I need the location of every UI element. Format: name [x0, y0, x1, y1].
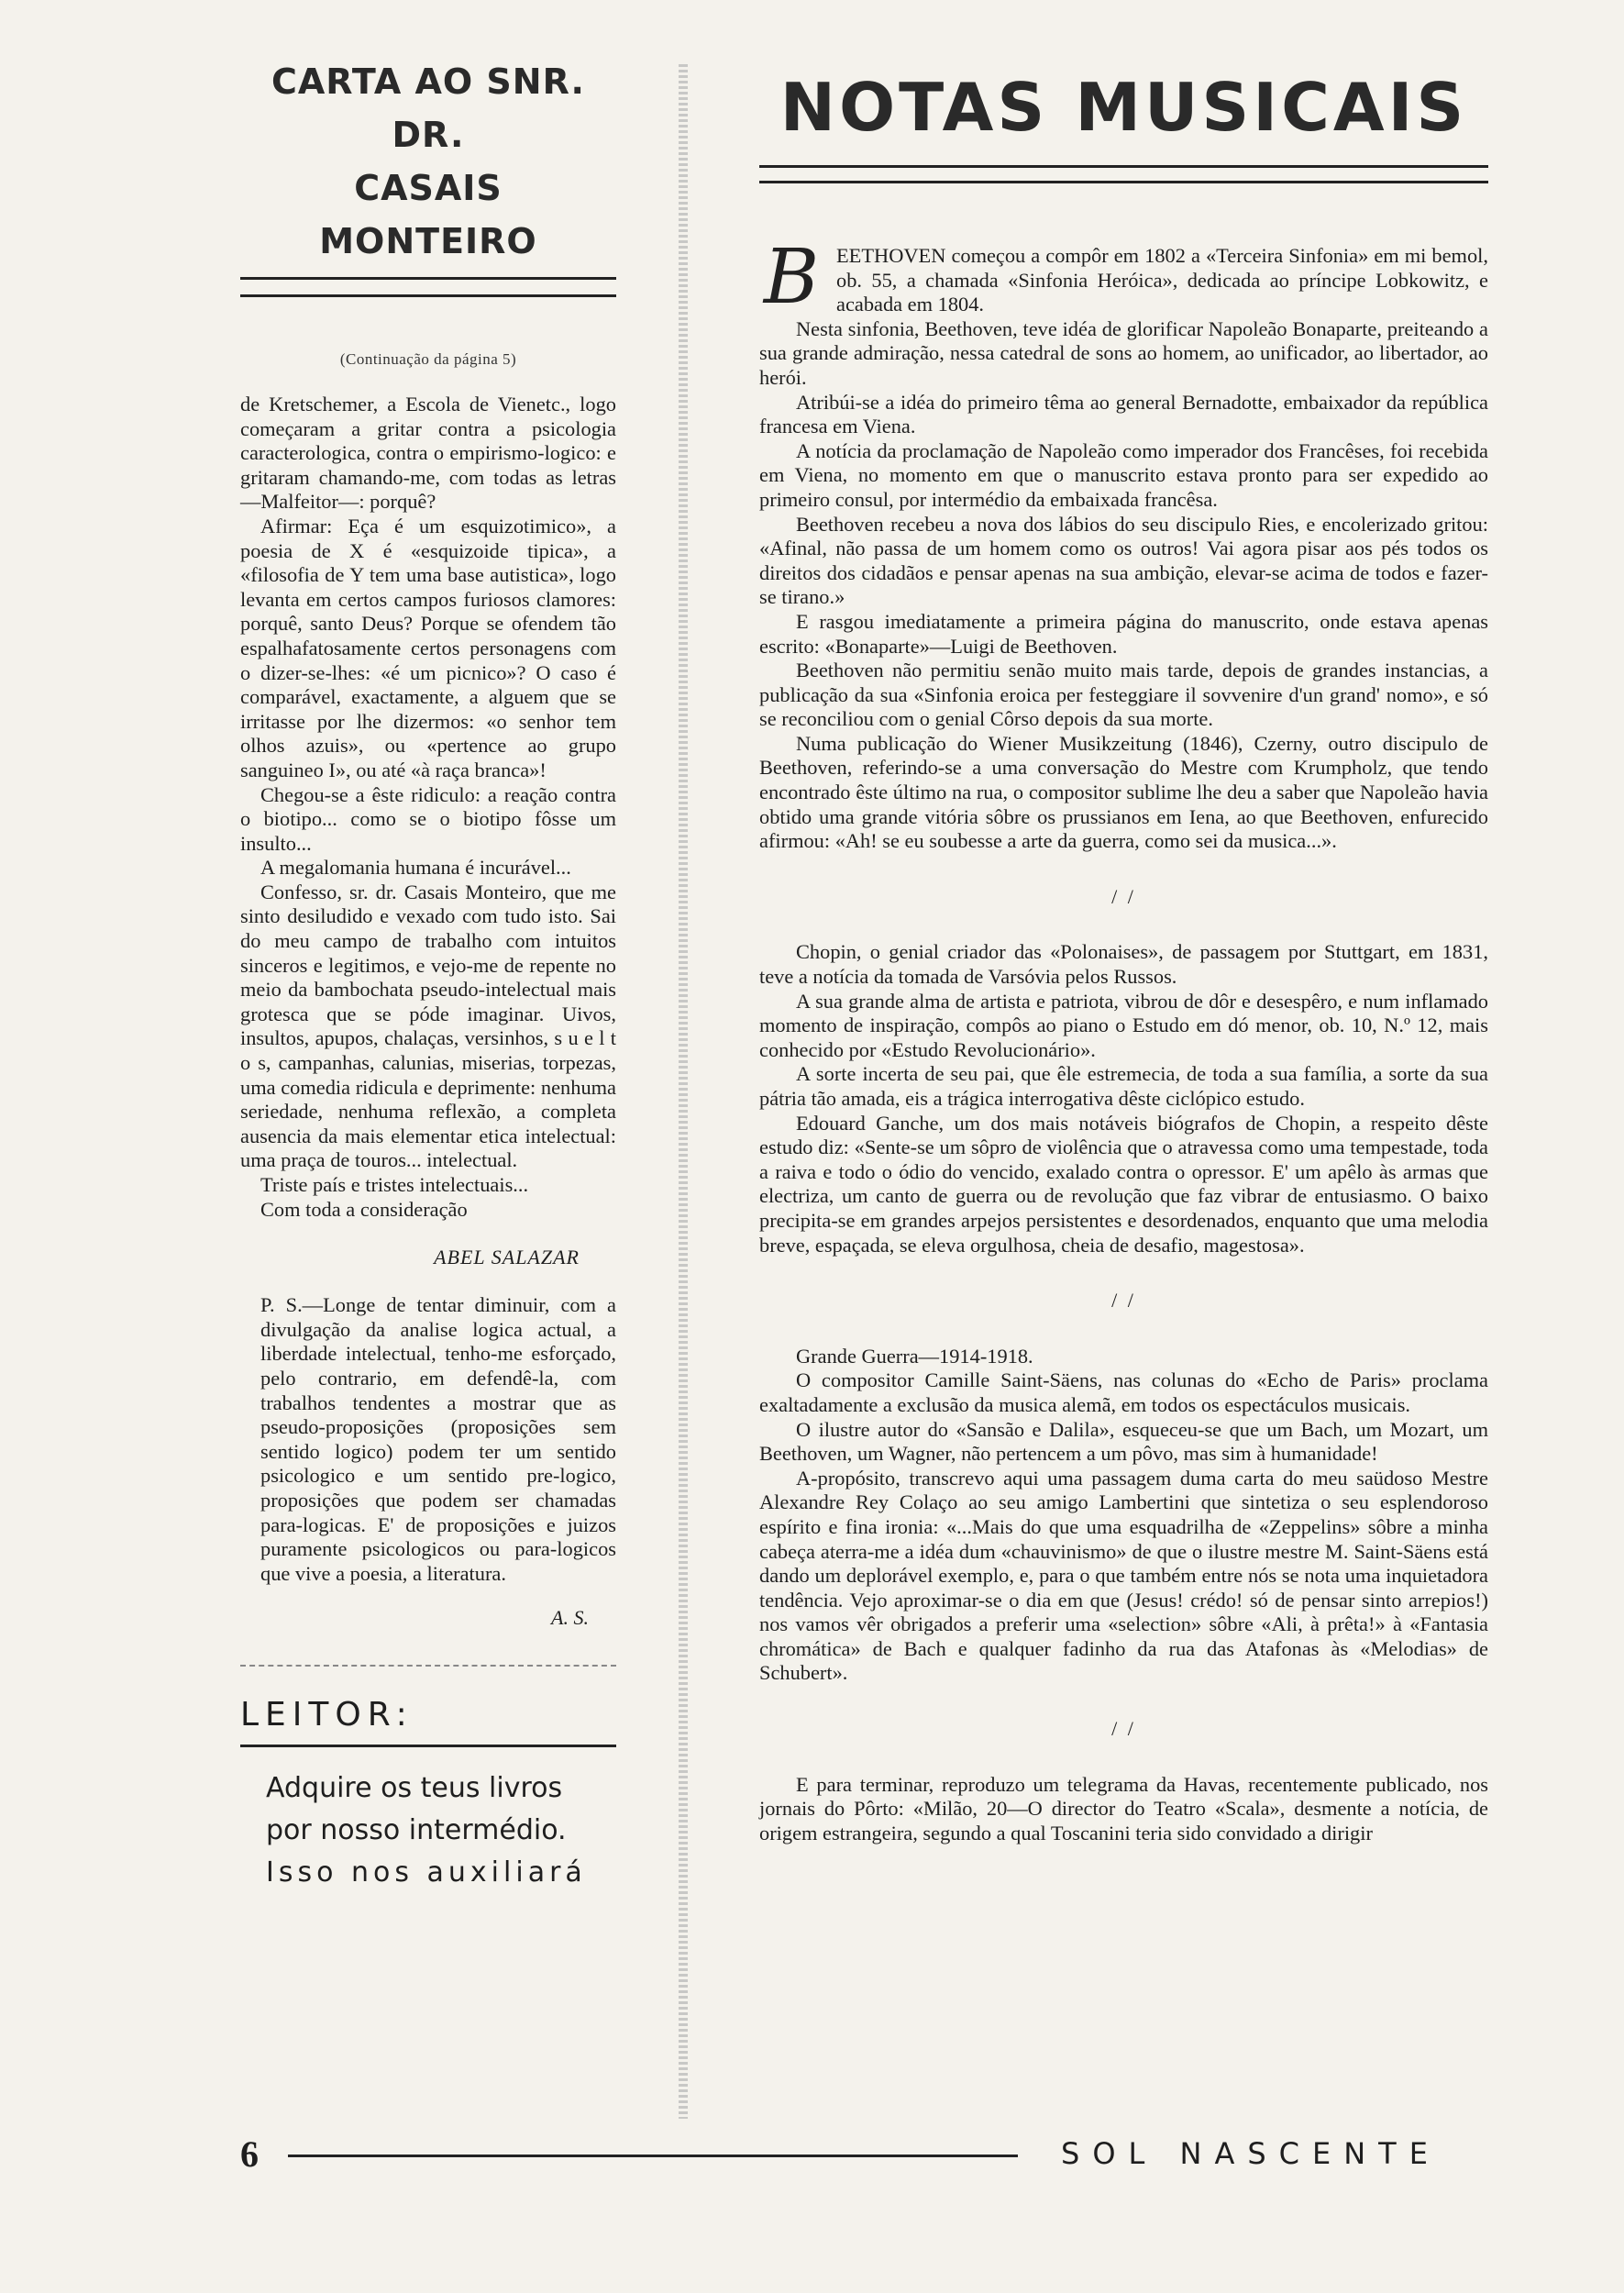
- drop-cap: B: [763, 234, 820, 321]
- reader-rule: [240, 1745, 616, 1747]
- author-signature: ABEL SALAZAR: [434, 1246, 580, 1269]
- right-column: [759, 57, 1488, 1845]
- article-paragraph: Numa publicação do Wiener Musikzeitung (1846), Czerny, outro discipulo de Beethoven, referindo-se a uma conversação do Mestre com Krumpholz, que tendo encontrado êste último na rua, o compositor sublime lhe deu a saber que Napoleão havia obtido uma grande vitória sôbre os prussianos em Iena, ao que Beethoven, enfurecido afirmou: «Ah! se eu soubesse a arte da guerra, como sei da musica...».: [759, 731, 1488, 853]
- page-number: 6: [240, 2133, 259, 2175]
- section-separator: / /: [1111, 1717, 1136, 1741]
- postscript: P. S.—Longe de tentar diminuir, com a divulgação da analise logica actual, a liberdade intelectual, tenho-me esforçado, pelo contrario, em defendê-la, com trabalhos tendentes a mostrar que as pseudo-proposições (proposições sem sentido logico) podem ter um sentido psicologico e um sentido pre-logico, proposições que podem ser chamadas para-logicas. E' de proposições e juizos puramente psicologicos ou para-logicos que vive a poesia, a literatura.: [260, 1293, 616, 1585]
- article-paragraph: E para terminar, reproduzo um telegrama da Havas, recentemente publicado, nos jornais do Pôrto: «Milão, 20—O director do Teatro «Scala», desmente a notícia, de origem estrangeira, segundo a qual Toscanini teria sido convidado a dirigir: [759, 1772, 1488, 1844]
- section-title-rule: [759, 165, 1488, 183]
- dotted-divider: [240, 1665, 616, 1667]
- article-paragraph: Chopin, o genial criador das «Polonaises», de passagem por Stuttgart, em 1831, teve a notícia da tomada de Varsóvia pelos Russos.: [759, 940, 1488, 989]
- footer-rule: [288, 2155, 1018, 2157]
- publication-name: SOL NASCENTE: [1061, 2136, 1441, 2171]
- section-separator: / /: [1111, 1289, 1136, 1313]
- ad-line: por nosso intermédio.: [266, 1814, 567, 1847]
- letter-paragraph: A megalomania humana é incurável...: [260, 856, 571, 880]
- article-paragraph-text: EETHOVEN começou a compôr em 1802 a «Terceira Sinfonia» em mi bemol, ob. 55, a chamada «Sinfonia Heróica», dedicada ao príncipe Lobkowitz, e acabada em 1804.: [836, 244, 1488, 316]
- letter-title: [240, 55, 616, 268]
- letter-paragraph: Afirmar: Eça é um esquizotimico», a poesia de X é «esquizoide tipica», a «filosofia de Y tem uma base autistica», logo levanta em certos campos furiosos clamores: porquê, santo Deus? Porque se ofendem tão espalhafatosamente certos personagens com o dizer-se-lhes: «é um picnico»? O caso é comparável, exactamente, a alguem que se irritasse por lhe dizermos: «o senhor tem olhos azuis», ou «pertence ao grupo sanguineo I», ou até «à raça branca»!: [240, 514, 616, 781]
- advertisement: [266, 1767, 616, 1894]
- article-paragraph: Atribúi-se a idéa do primeiro têma ao general Bernadotte, embaixador da república francesa em Viena.: [759, 390, 1488, 438]
- ad-line: Adquire os teus livros: [266, 1772, 563, 1805]
- letter-body: [240, 393, 616, 1222]
- article-paragraph: Edouard Ganche, um dos mais notáveis biógrafos de Chopin, a respeito dêste estudo diz: «Sente-se um sôpro de violência que o atravessa como uma tempestade, toda a raiva e todo o ódio do vencido, exalado contra o opressor. E' um apêlo às armas que electriza, um canto de guerra ou de revolução que faz vibrar de entusiasmo. O baixo precipita-se em grandes arpejos persistentes e desordenados, enquanto que uma melodia breve, espaçada, se eleva orgulhosa, cheia de desafio, magestosa».: [759, 1111, 1488, 1257]
- title-rule: [240, 277, 616, 297]
- article-paragraph: A sua grande alma de artista e patriota, vibrou de dôr e desespêro, e num inflamado momento de inspiração, compôs ao piano o Estudo em dó menor, ob. 10, N.º 12, mais conhecido por «Estudo Revolucionário».: [759, 989, 1488, 1061]
- article-paragraph: E rasgou imediatamente a primeira página do manuscrito, onde estava apenas escrito: «Bonaparte»—Luigi de Beethoven.: [759, 609, 1488, 658]
- left-column: [240, 55, 616, 1894]
- column-divider: [679, 64, 688, 2119]
- letter-paragraph: Triste país e tristes intelectuais...: [260, 1173, 529, 1196]
- article-paragraph: A sorte incerta de seu pai, que êle estremecia, de toda a sua família, a sorte da sua pátria tão amada, eis a trágica interrogativa dêste ciclópico estudo.: [759, 1062, 1488, 1110]
- page-footer: [240, 2132, 1507, 2178]
- music-notes-body: [759, 234, 1488, 1845]
- article-paragraph: Beethoven não permitiu senão muito mais tarde, depois de grandes instancias, a publicação da sua «Sinfonia eroica per festeggiare il sovvenire d'un grand' nomo», e só se reconciliou com o genial Côrso depois da sua morte.: [759, 659, 1488, 731]
- letter-paragraph: Confesso, sr. dr. Casais Monteiro, que me sinto desiludido e vexado com tudo isto. Sai do meu campo de trabalho com intuitos sinceros e legitimos, e vejo-me de repente no meio da bambochata pseudo-intelectual mais grotesca que se póde imaginar. Uivos, insultos, apupos, chalaças, versinhos, s u e l t o s, campanhas, calunias, miserias, torpezas, uma comedia ridicula e deprimente: nenhuma seriedade, nenhuma reflexão, a completa ausencia da mais elementar etica intelectual: uma praça de touros... intelectual.: [240, 880, 616, 1172]
- article-paragraph: A notícia da proclamação de Napoleão como imperador dos Francêses, foi recebida em Viena, no momento em que o manuscrito estava pronto para ser expedido ao primeiro consul, por intermédio da embaixada francêsa.: [759, 438, 1488, 511]
- article-paragraph: O ilustre autor do «Sansão e Dalila», esqueceu-se que um Bach, um Mozart, um Beethoven, um Wagner, não pertencem a um pôvo, mas sim à humanidade!: [759, 1417, 1488, 1466]
- letter-title-line2: CASAIS MONTEIRO: [319, 168, 537, 261]
- section-separator: / /: [1111, 884, 1136, 908]
- letter-paragraph: Com toda a consideração: [260, 1197, 468, 1221]
- ad-line: Isso nos auxiliará: [266, 1856, 587, 1889]
- postscript-signature: A. S.: [551, 1606, 589, 1630]
- letter-paragraph: de Kretschemer, a Escola de Vienetc., logo começaram a gritar contra a psicologia caracterologica, contra o empirismo-logico: e gritaram chamando-me, com todas as letras—Malfeitor—: porquê?: [240, 393, 616, 514]
- article-paragraph: Nesta sinfonia, Beethoven, teve idéa de glorificar Napoleão Bonaparte, preiteando a sua grande admiração, nessa catedral de sons ao homem, ao unificador, ao libertador, ao herói.: [759, 316, 1488, 389]
- article-paragraph: O compositor Camille Saint-Säens, nas colunas do «Echo de Paris» proclama exaltadamente a exclusão da musica alemã, em todos os espectáculos musicais.: [759, 1368, 1488, 1416]
- section-title: NOTAS MUSICAIS: [779, 69, 1468, 146]
- continuation-note: (Continuação da página 5): [339, 350, 517, 368]
- reader-heading: LEITOR:: [240, 1696, 414, 1734]
- article-paragraph: Grande Guerra—1914-1918.: [796, 1344, 1033, 1368]
- article-paragraph: Beethoven recebeu a nova dos lábios do seu discipulo Ries, e encolerizado gritou: «Afinal, não passa de um homem como os outros! Vai agora pisar aos pés todos os direitos dos cidadãos e pensar apenas na sua ambição, elevar-se acima de todos e fazer-se tirano.»: [759, 512, 1488, 609]
- letter-title-line1: CARTA AO SNR. DR.: [271, 61, 585, 155]
- letter-paragraph: Chegou-se a êste ridiculo: a reação contra o biotipo... como se o biotipo fôsse um insulto...: [240, 782, 616, 855]
- article-paragraph: [759, 234, 1488, 321]
- article-paragraph: A-propósito, transcrevo aqui uma passagem duma carta do meu saüdoso Mestre Alexandre Rey Colaço ao seu amigo Lambertini que sintetiza o seu esplendoroso espírito e fina ironia: «...Mais do que uma esquadrilha de «Zeppelins» sôbre a minha cabeça aterra-me a idéa dum «chauvinismo» de que o ilustre mestre M. Saint-Säens está dando um deplorável exemplo, e, para o que também entre nós se nota uma inquietadora tendência. Vejo aproximar-se o dia em que (Jesus! crédo! só de pensar sinto arrepios!) nos vamos vêr obrigados a preferir uma «selection» sôbre «Ali, à prêta!» à «Fantasia chromática» de Bach e qualquer fadinho da rua das Atafonas às «Melodias» de Schubert».: [759, 1466, 1488, 1685]
